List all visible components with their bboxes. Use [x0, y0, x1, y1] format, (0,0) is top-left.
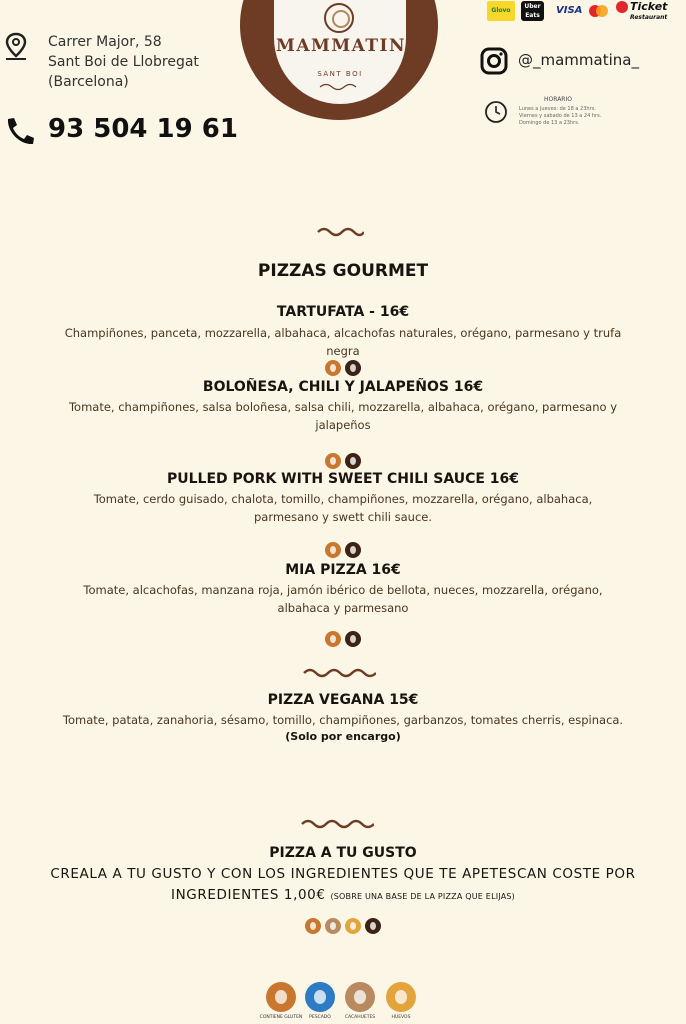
- logo-sub: SANT BOI: [317, 70, 363, 78]
- menu-item-title: PULLED PORK WITH SWEET CHILI SAUCE 16€: [166, 471, 520, 487]
- gusto-note: (SOBRE UNA BASE DE LA PIZZA QUE ELIJAS): [330, 892, 515, 901]
- divider-squiggle: [316, 226, 364, 238]
- phone-number[interactable]: 93 504 19 61: [48, 114, 238, 144]
- milk-icon: [345, 453, 361, 469]
- pizza-logo-icon: [324, 3, 354, 33]
- eggs-icon: [345, 918, 361, 934]
- menu-item-desc: Champiñones, panceta, mozzarella, albahaca, alcachofas naturales, orégano, parmesano y trufa negra: [64, 326, 622, 358]
- gluten-icon: [305, 918, 321, 934]
- allergen-row: [0, 542, 686, 558]
- gluten-icon: [325, 453, 341, 469]
- menu-item-desc: Tomate, alcachofas, manzana roja, jamón ibérico de bellota, nueces, mozzarella, orégano, albahaca y parmesano: [83, 583, 603, 615]
- milk-icon: [345, 542, 361, 558]
- milk-icon: [365, 918, 381, 934]
- instagram-handle[interactable]: @_mammatina_: [518, 51, 639, 69]
- ticket-restaurant-logo: [616, 1, 686, 21]
- legend-label: CONTIENE GLUTEN: [259, 1015, 303, 1020]
- menu-item-desc: Tomate, patata, zanahoria, sésamo, tomillo, champiñones, garbanzos, tomates cherris, espinaca.: [62, 713, 624, 727]
- allergen-row: [0, 453, 686, 469]
- gluten-icon: [325, 631, 341, 647]
- address-line: Sant Boi de Llobregat: [48, 54, 199, 70]
- fish-icon: [305, 982, 335, 1012]
- menu-item-note: (Solo por encargo): [285, 730, 401, 743]
- clock-icon: [484, 100, 508, 124]
- divider-squiggle: [300, 818, 374, 830]
- menu-item-desc: Tomate, cerdo guisado, chalota, tomillo, champiñones, mozzarella, orégano, albahaca, parmesano y swett chili sauce.: [93, 492, 593, 524]
- uber-eats-logo: Uber Eats: [521, 1, 544, 21]
- address: [48, 32, 199, 92]
- divider-squiggle: [302, 667, 376, 679]
- address-line: (Barcelona): [48, 74, 129, 90]
- horario-line: Domingo de 13 a 23hrs.: [519, 120, 580, 126]
- address-line: Carrer Major, 58: [48, 34, 162, 50]
- logo-name: MAMMATINA: [276, 36, 421, 56]
- menu-item-desc: Tomate, champiñones, salsa boloñesa, salsa chili, mozzarella, albahaca, orégano, parmesano y jalapeños: [68, 400, 618, 432]
- eggs-icon: [386, 982, 416, 1012]
- ticket-dot-icon: [616, 1, 628, 13]
- phone-icon: [4, 116, 36, 146]
- instagram-icon: [480, 47, 508, 75]
- horario-line: Viernes y sabado de 13 a 24 hrs.: [519, 113, 602, 119]
- gluten-icon: [325, 360, 341, 376]
- allergen-row: [0, 918, 686, 934]
- legend-label: PESCADO: [309, 1015, 331, 1020]
- horario-line: Lunes a Jueves: de 18 a 23hrs.: [519, 106, 596, 112]
- visa-logo: VISA: [556, 5, 583, 16]
- allergen-row: [0, 360, 686, 376]
- flourish-icon: [318, 82, 362, 92]
- gusto-price: INGREDIENTES 1,00€: [171, 887, 326, 903]
- gluten-icon: [266, 982, 296, 1012]
- menu-item-title: PIZZA VEGANA 15€: [267, 692, 419, 708]
- glovo-logo: Glovo: [487, 1, 515, 21]
- peanut-icon: [345, 982, 375, 1012]
- milk-icon: [345, 631, 361, 647]
- legend-label: HUEVOS: [391, 1015, 411, 1020]
- location-pin-icon: [4, 32, 28, 62]
- menu-item-title: MIA PIZZA 16€: [285, 562, 401, 578]
- ticket-text: Ticket: [630, 0, 668, 13]
- legend-label: CACAHUETES: [344, 1015, 376, 1020]
- horario-title: HORARIO: [544, 96, 572, 103]
- gusto-line: CREALA A TU GUSTO Y CON LOS INGREDIENTES QUE TE APETESCAN COSTE POR: [50, 866, 636, 882]
- legend-eggs: [376, 982, 426, 1020]
- gusto-desc: [40, 864, 646, 907]
- ticket-sub-text: Restaurant: [630, 14, 668, 21]
- milk-icon: [345, 360, 361, 376]
- nuts-icon: [325, 918, 341, 934]
- menu-item-title: BOLOÑESA, CHILI Y JALAPEÑOS 16€: [202, 379, 484, 395]
- gusto-line: [40, 885, 646, 907]
- gluten-icon: [325, 542, 341, 558]
- mastercard-icon: [587, 1, 611, 21]
- allergen-row: [0, 631, 686, 647]
- menu-item-title: PIZZA A TU GUSTO: [269, 845, 417, 861]
- section-title: PIZZAS GOURMET: [257, 261, 429, 281]
- menu-item-title: TARTUFATA - 16€: [276, 304, 410, 320]
